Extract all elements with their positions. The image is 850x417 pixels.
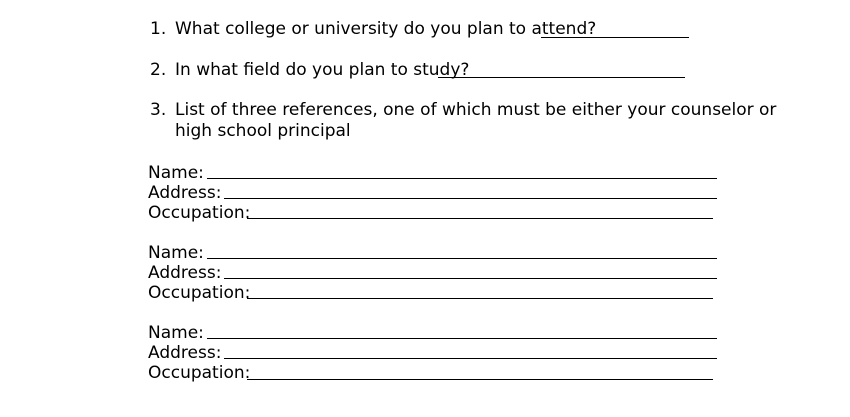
reference-2-occupation-label: Occupation: [148, 283, 251, 303]
reference-2-address-field[interactable] [224, 278, 717, 279]
question-number: 2. [150, 60, 167, 80]
reference-3-occupation-label: Occupation: [148, 363, 251, 383]
question-text: In what field do you plan to study? [175, 60, 470, 80]
reference-2-name-field[interactable] [207, 258, 717, 259]
question-text: What college or university do you plan to attend? [175, 19, 597, 39]
question-number: 1. [150, 19, 167, 39]
question-number: 3. [150, 100, 167, 120]
reference-1-address-field[interactable] [224, 198, 717, 199]
reference-1-name-label: Name: [148, 163, 204, 183]
reference-3-name-field[interactable] [207, 338, 717, 339]
reference-3-occupation-field[interactable] [247, 379, 713, 380]
reference-1-occupation-label: Occupation: [148, 203, 251, 223]
reference-3-name-label: Name: [148, 323, 204, 343]
college-answer-field[interactable] [541, 37, 689, 38]
question-text: high school principal [175, 121, 351, 141]
reference-1-address-label: Address: [148, 183, 222, 203]
reference-2-occupation-field[interactable] [247, 298, 713, 299]
reference-3-address-field[interactable] [224, 358, 717, 359]
question-text: List of three references, one of which must be either your counselor or [175, 100, 777, 120]
reference-2-address-label: Address: [148, 263, 222, 283]
reference-2-name-label: Name: [148, 243, 204, 263]
reference-1-occupation-field[interactable] [247, 218, 713, 219]
field-of-study-answer-field[interactable] [438, 77, 685, 78]
reference-3-address-label: Address: [148, 343, 222, 363]
reference-1-name-field[interactable] [207, 178, 717, 179]
